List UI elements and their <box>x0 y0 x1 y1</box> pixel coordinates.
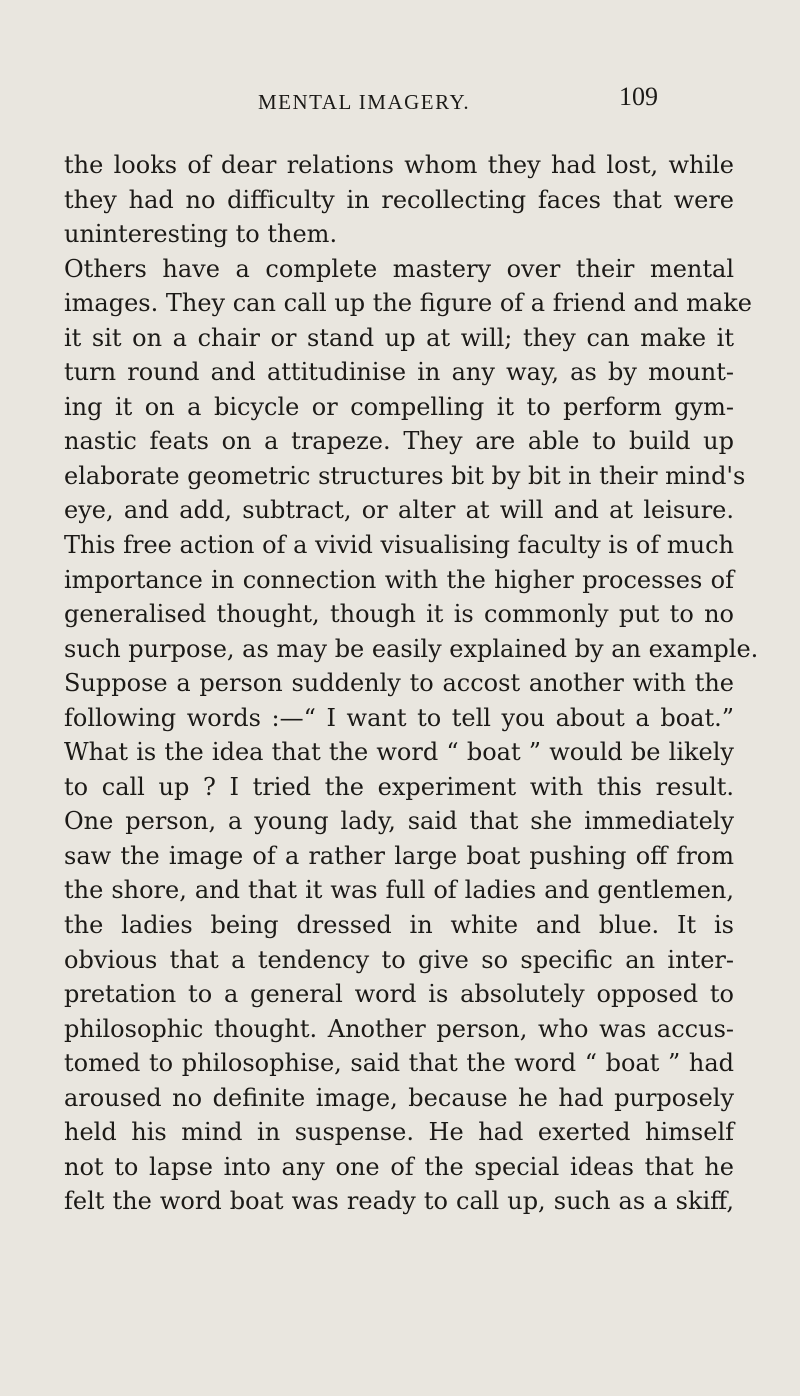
text-line: such purpose, as may be easily explained by an example. <box>64 634 759 663</box>
text-line: This free action of a vivid visualising faculty is of much <box>64 531 734 560</box>
text-line: What is the idea that the word “ boat ” would be likely <box>64 738 734 767</box>
text-line: nastic feats on a trapeze. They are able to build up <box>64 427 734 456</box>
text-line: tomed to philosophise, said that the word “ boat ” had <box>64 1049 734 1078</box>
text-line: it sit on a chair or stand up at will; they can make it <box>64 323 734 352</box>
text-line: One person, a young lady, said that she immediately <box>64 807 734 836</box>
text-line: Suppose a person suddenly to accost another with the <box>64 669 734 698</box>
text-line: held his mind in suspense. He had exerted himself <box>64 1118 734 1147</box>
text-line: eye, and add, subtract, or alter at will and at leisure. <box>64 496 734 525</box>
running-head: MENTAL IMAGERY. <box>258 90 471 114</box>
text-line: obvious that a tendency to give so specific an inter- <box>64 945 734 974</box>
text-line: not to lapse into any one of the special ideas that he <box>64 1152 734 1181</box>
text-line: importance in connection with the higher processes of <box>64 565 734 594</box>
text-line: to call up ? I tried the experiment with this result. <box>64 772 734 801</box>
text-line: saw the image of a rather large boat pushing off from <box>64 841 734 870</box>
text-line: philosophic thought. Another person, who was accus- <box>64 1014 734 1043</box>
text-line: the shore, and that it was full of ladies and gentlemen, <box>64 876 734 905</box>
text-line: images. They can call up the figure of a friend and make <box>64 289 752 318</box>
text-line: elaborate geometric structures bit by bit in their mind's <box>64 461 746 490</box>
text-line: aroused no definite image, because he had purposely <box>64 1083 734 1112</box>
text-line: the ladies being dressed in white and blue. It is <box>64 911 734 940</box>
text-line: ing it on a bicycle or compelling it to perform gym- <box>64 392 734 421</box>
text-line: Others have a complete mastery over their mental <box>64 254 734 283</box>
body-text <box>64 148 759 1219</box>
text-line: generalised thought, though it is commonly put to no <box>64 600 734 629</box>
text-line: uninteresting to them. <box>64 220 338 249</box>
text-line: turn round and attitudinise in any way, as by mount- <box>64 358 734 387</box>
text-line: felt the word boat was ready to call up, such as a skiff, <box>64 1187 734 1216</box>
text-line: they had no difficulty in recollecting faces that were <box>64 185 734 214</box>
page-number: 109 <box>619 82 658 111</box>
text-line: pretation to a general word is absolutely opposed to <box>64 980 734 1009</box>
text-line: following words :—“ I want to tell you about a boat.” <box>64 703 734 732</box>
text-line: the looks of dear relations whom they had lost, while <box>64 151 734 179</box>
